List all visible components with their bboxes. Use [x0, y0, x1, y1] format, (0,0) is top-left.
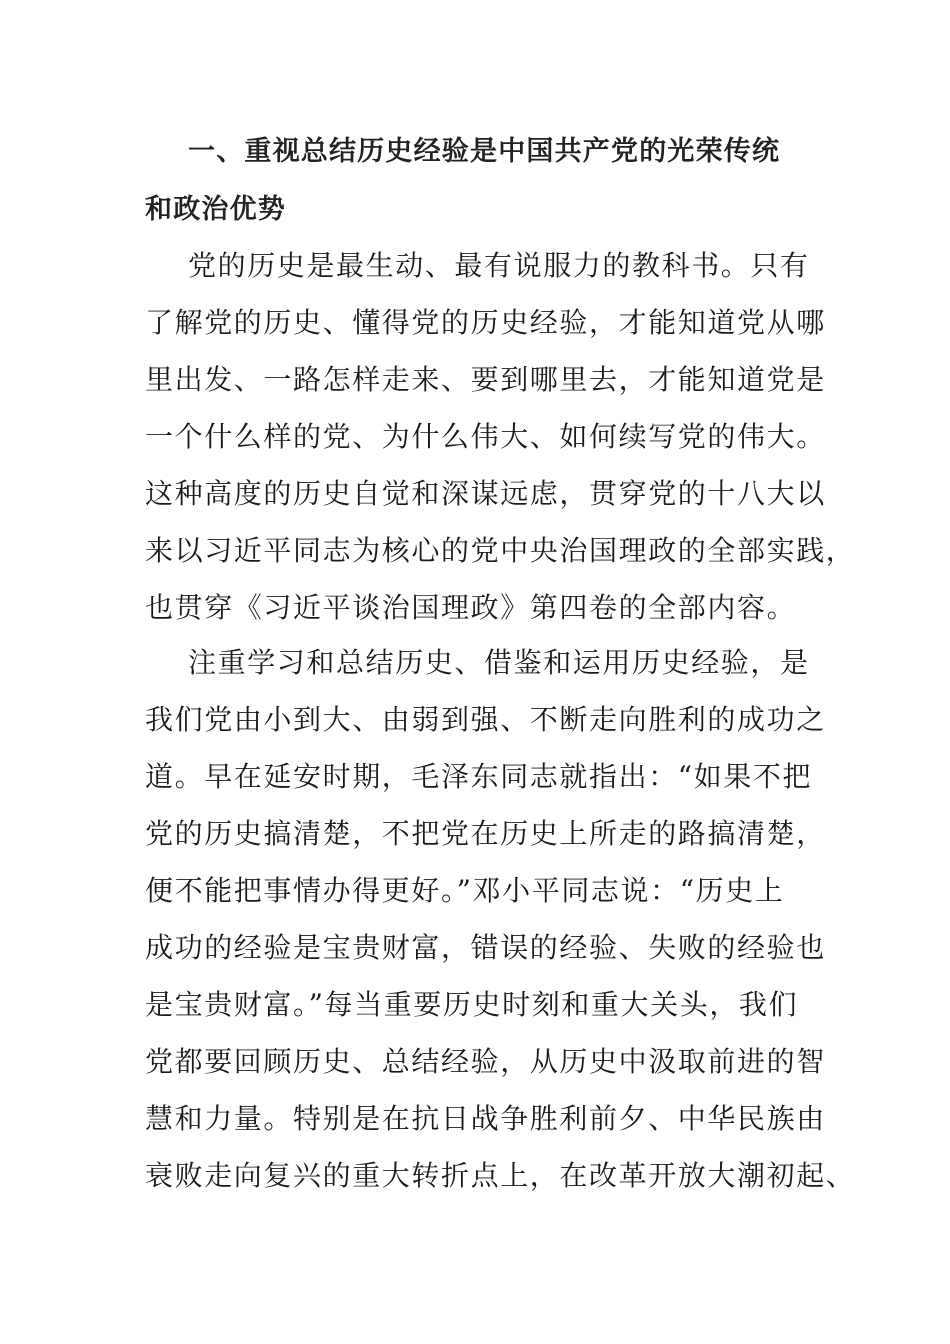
- paragraph-line: 成功的经验是宝贵财富，错误的经验、失败的经验也: [145, 931, 826, 964]
- paragraph-line: 衰败走向复兴的重大转折点上，在改革开放大潮初起、: [145, 1159, 856, 1192]
- paragraph-line: 便不能把事情办得更好。”邓小平同志说：“历史上: [145, 874, 785, 907]
- paragraph-line: 一个什么样的党、为什么伟大、如何续写党的伟大。: [145, 420, 826, 453]
- section-heading-line-2: 和政治优势: [145, 194, 286, 225]
- paragraph-line: 党的历史搞清楚，不把党在历史上所走的路搞清楚，: [145, 817, 826, 850]
- paragraph-line: 里出发、一路怎样走来、要到哪里去，才能知道党是: [145, 363, 826, 396]
- paragraph-line: 是宝贵财富。”每当重要历史时刻和重大关头，我们: [145, 988, 799, 1021]
- section-heading-line-1: 一、重视总结历史经验是中国共产党的光荣传统: [188, 136, 781, 167]
- paragraph-line: 党都要回顾历史、总结经验，从历史中汲取前进的智: [145, 1045, 826, 1078]
- paragraph-line: 注重学习和总结历史、借鉴和运用历史经验，是: [188, 646, 810, 679]
- paragraph-line: 慧和力量。特别是在抗日战争胜利前夕、中华民族由: [145, 1102, 826, 1135]
- paragraph-line: 党的历史是最生动、最有说服力的教科书。只有: [188, 249, 810, 282]
- paragraph-line: 了解党的历史、懂得党的历史经验，才能知道党从哪: [145, 306, 826, 339]
- paragraph-line: 也贯穿《习近平谈治国理政》第四卷的全部内容。: [145, 591, 797, 624]
- paragraph-line: 来以习近平同志为核心的党中央治国理政的全部实践，: [145, 534, 856, 567]
- paragraph-line: 道。早在延安时期，毛泽东同志就指出：“如果不把: [145, 760, 813, 793]
- paragraph-line: 这种高度的历史自觉和深谋远虑，贯穿党的十八大以: [145, 477, 826, 510]
- paragraph-line: 我们党由小到大、由弱到强、不断走向胜利的成功之: [145, 703, 826, 736]
